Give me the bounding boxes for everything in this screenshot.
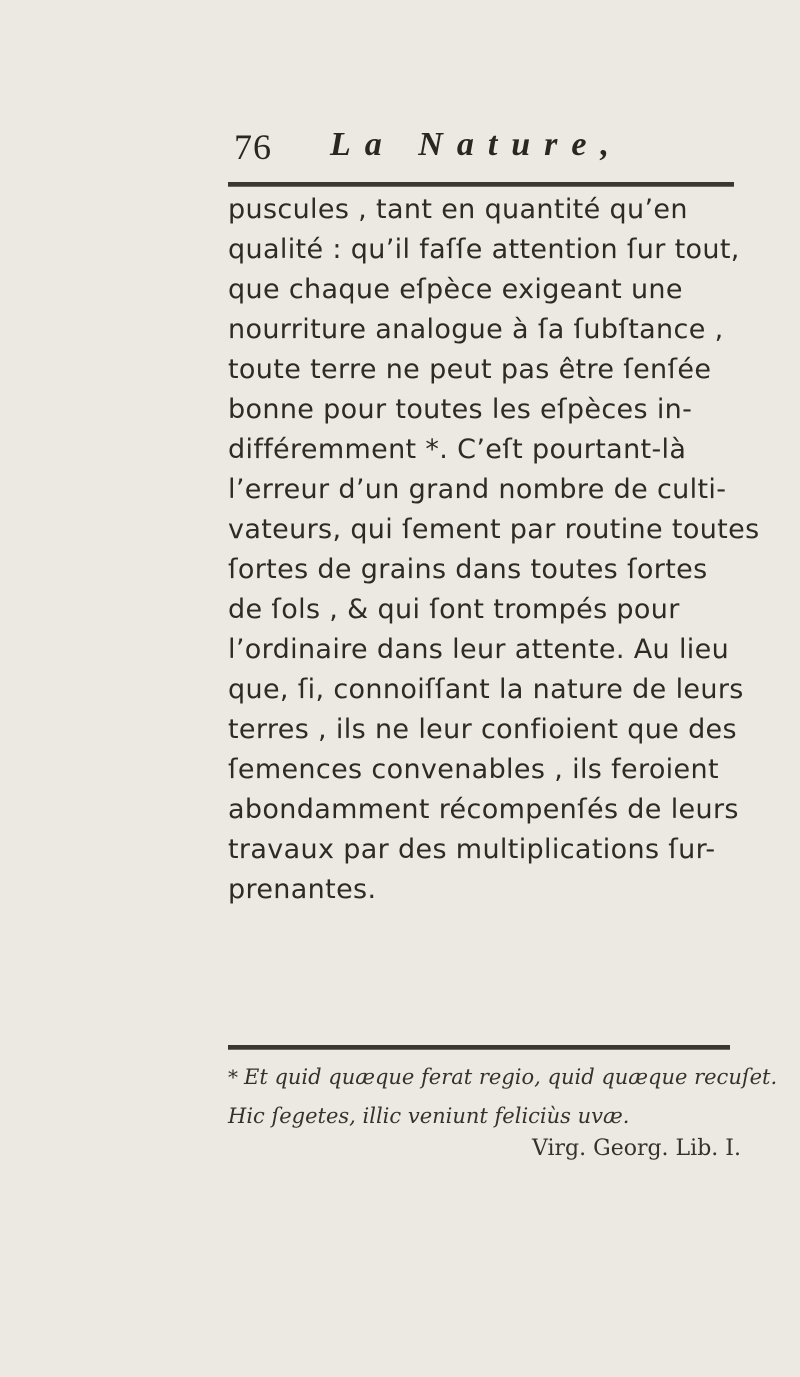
page-number: 76 xyxy=(234,127,272,167)
text-line: qualité : qu’il faſſe attention ſur tout, xyxy=(228,234,740,265)
footnote-citation: Virg. Georg. Lib. I. xyxy=(532,1136,741,1161)
text-line: que, ſi, connoiſſant la nature de leurs xyxy=(228,674,744,705)
text-line: abondamment récompenſés de leurs xyxy=(228,794,739,825)
text-line: toute terre ne peut pas être ſenſée xyxy=(228,354,712,385)
text-line: nourriture analogue à ſa ſubſtance , xyxy=(228,314,724,345)
running-title: La Nature, xyxy=(330,126,623,163)
footnote-line-2: Hic ſegetes, illic veniunt feliciùs uvæ. xyxy=(228,1104,630,1128)
text-line: travaux par des multiplications ſur- xyxy=(228,834,716,865)
text-line: vateurs, qui ſement par routine toutes xyxy=(228,514,760,545)
footnote-mark: * xyxy=(228,1065,238,1089)
footnote-line-1 xyxy=(228,1058,778,1097)
header-rule xyxy=(228,182,734,187)
text-line: de ſols , & qui ſont trompés pour xyxy=(228,594,680,625)
body-text xyxy=(228,190,760,910)
text-line: l’ordinaire dans leur attente. Au lieu xyxy=(228,634,730,665)
text-line: puscules , tant en quantité qu’en xyxy=(228,194,688,225)
text-line: prenantes. xyxy=(228,874,377,905)
text-line: terres , ils ne leur confioient que des xyxy=(228,714,737,745)
footnote-verse-1: Et quid quæque ferat regio, quid quæque recuſet. xyxy=(244,1065,778,1089)
footnote-rule xyxy=(228,1045,730,1050)
text-line: ſortes de grains dans toutes ſortes xyxy=(228,554,708,585)
text-line: que chaque eſpèce exigeant une xyxy=(228,274,683,305)
text-line: bonne pour toutes les eſpèces in- xyxy=(228,394,693,425)
text-line: différemment *. C’eſt pourtant-là xyxy=(228,434,687,465)
text-line: l’erreur d’un grand nombre de culti- xyxy=(228,474,727,505)
page-header xyxy=(226,126,746,182)
footnote xyxy=(228,1058,778,1136)
text-line: ſemences convenables , ils feroient xyxy=(228,754,719,785)
